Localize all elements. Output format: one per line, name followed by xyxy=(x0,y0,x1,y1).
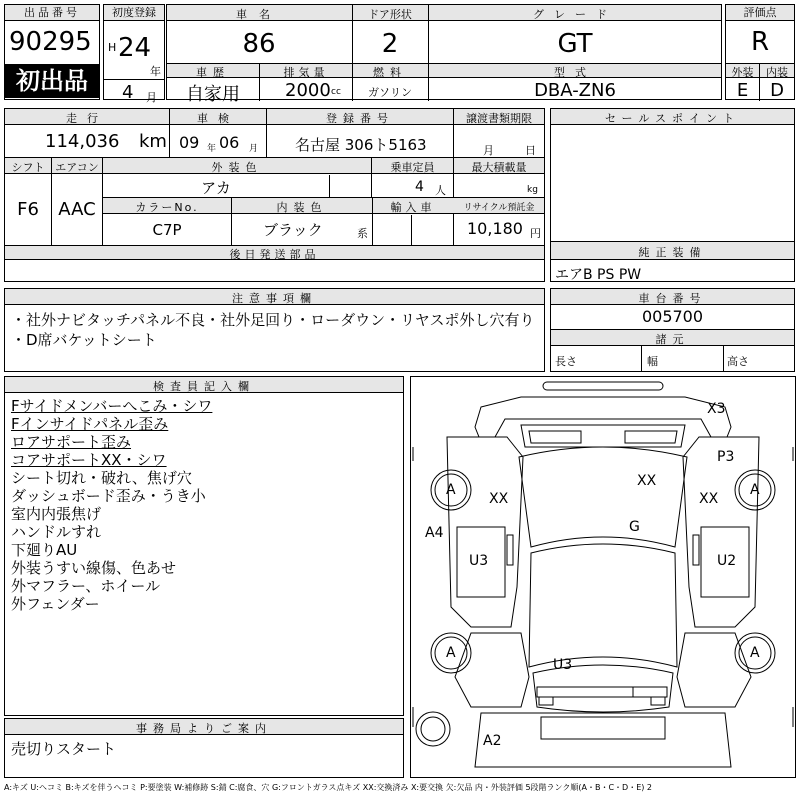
first-reg-era: H xyxy=(108,41,117,54)
int-color-label: 内装色 xyxy=(276,201,328,214)
int-color-suffix: 系 xyxy=(357,227,368,240)
inspector-item: Fサイドメンバーへこみ・シワ xyxy=(11,397,213,415)
inspection-year-unit: 年 xyxy=(207,144,217,154)
capacity-label: 乗車定員 xyxy=(390,161,435,174)
km-unit: km xyxy=(139,131,167,152)
interior-label: 内装 xyxy=(766,66,788,79)
mark-u3-rear: U3 xyxy=(553,657,573,673)
yen-unit: 円 xyxy=(530,227,541,240)
transfer-label: 譲渡書類期限 xyxy=(466,112,532,125)
mark-xx-hood: XX xyxy=(637,473,657,489)
mark-u2: U2 xyxy=(717,553,737,569)
legend: A:キズ U:ヘコミ B:キズを伴うヘコミ P:要塗装 W:補修跡 S:錆 C:腐食、穴 G:フロントガラス点キズ XX:交換済み X:要交換 欠:欠品 内・外装評価 5段階ランク順(A・B・C・D・E) 2 xyxy=(4,783,653,792)
transfer-month-unit: 月 xyxy=(483,144,494,157)
chassis-box xyxy=(550,288,795,372)
score-label: 評価点 xyxy=(726,5,794,21)
inspector-list xyxy=(11,397,401,613)
first-reg-month: 4 xyxy=(122,82,134,103)
color-no-label: カラーNo. xyxy=(135,201,199,214)
mark-u3-left: U3 xyxy=(469,553,489,569)
car-name-label: 車名 xyxy=(236,8,282,21)
inspector-item: 外装うすい線傷、色あせ xyxy=(11,559,177,577)
grade: GT xyxy=(557,29,593,59)
recycle-amount: 10,180 xyxy=(467,219,523,238)
color-no: C7P xyxy=(152,221,182,239)
history: 自家用 xyxy=(186,84,240,105)
exterior-grade: E xyxy=(736,80,749,101)
score: R xyxy=(750,27,770,57)
sales-point-box xyxy=(550,108,795,282)
first-reg-label: 初度登録 xyxy=(104,5,164,21)
car-outline-svg xyxy=(411,377,795,777)
car-name: 86 xyxy=(242,29,276,59)
genuine-label: 純正装備 xyxy=(638,246,707,259)
wheel-fl-mark: A xyxy=(446,482,456,498)
mark-p3: P3 xyxy=(717,449,735,465)
fuel-label: 燃料 xyxy=(373,66,407,79)
inspector-item: Fインサイドパネル歪み xyxy=(11,415,169,433)
cc-unit: cc xyxy=(331,87,341,97)
inspection-year: 09 xyxy=(179,133,200,152)
genuine: エアB PS PW xyxy=(555,267,642,283)
first-reg-year: 24 xyxy=(118,33,152,63)
inspector-item: 外マフラー、ホイール xyxy=(11,577,161,595)
first-reg-box xyxy=(103,4,165,104)
int-color: ブラック xyxy=(263,221,323,239)
kg-unit: kg xyxy=(527,185,538,195)
recycle-label: リサイクル預託金 xyxy=(463,203,535,213)
ac: AAC xyxy=(58,199,96,220)
mark-g: G xyxy=(629,519,640,535)
history-label: 車歴 xyxy=(196,66,230,79)
height-label: 高さ xyxy=(727,355,749,368)
doors: 2 xyxy=(381,29,399,59)
first-listing-text: 初出品 xyxy=(16,67,88,95)
model-label: 型式 xyxy=(554,66,596,79)
inspector-item: コアサポートXX・シワ xyxy=(11,451,167,469)
wheel-fr-mark: A xyxy=(750,482,760,498)
capacity: 4 xyxy=(415,179,424,195)
inspector-item: シート切れ・破れ、焦げ穴 xyxy=(11,469,192,487)
lot-number-label: 出品番号 xyxy=(5,5,99,21)
first-listing-badge xyxy=(5,64,99,98)
inspector-item: 下廻りAU xyxy=(11,541,78,559)
car-damage-diagram xyxy=(410,376,796,778)
length-label: 長さ xyxy=(555,355,577,368)
lot-number: 90295 xyxy=(9,27,92,57)
dims-label: 諸元 xyxy=(655,333,690,346)
width-label: 幅 xyxy=(647,355,658,368)
ext-color-label: 外装色 xyxy=(211,161,263,174)
fuel: ガソリン xyxy=(368,86,412,99)
notes-line-1: ・社外ナビタッチパネル不良・社外足回り・ローダウン・リヤスポ外し穴有り xyxy=(11,311,535,329)
mark-a2: A2 xyxy=(483,733,502,749)
inspector-label: 検査員記入欄 xyxy=(153,380,255,393)
capacity-unit: 人 xyxy=(435,184,446,197)
first-reg-month-unit: 月 xyxy=(146,91,157,104)
chassis-label: 車台番号 xyxy=(638,292,707,305)
inspection-label: 車検 xyxy=(197,112,239,125)
grade-label: グレード xyxy=(533,8,617,21)
inspector-item: 外フェンダー xyxy=(11,595,100,613)
doors-label: ドア形状 xyxy=(368,8,412,21)
notes-line-2: ・D席バケットシート xyxy=(11,331,157,349)
inspector-box xyxy=(4,376,404,716)
details-box xyxy=(4,108,545,282)
ac-label: エアコン xyxy=(55,161,99,174)
reg-no: 名古屋 306ト5163 xyxy=(295,136,427,154)
sales-point-label: セールスポイント xyxy=(604,112,740,125)
first-reg-year-unit: 年 xyxy=(150,65,161,78)
reg-no-label: 登録番号 xyxy=(326,112,394,125)
inspection-month: 06 xyxy=(219,133,240,152)
inspector-item: ダッシュボード歪み・うき小 xyxy=(11,487,206,505)
import-label: 輸入車 xyxy=(390,201,436,214)
inspection-month-unit: 月 xyxy=(249,144,259,154)
mark-xx-right: XX xyxy=(699,491,719,507)
wheel-rl-mark: A xyxy=(446,645,456,661)
office-label: 事務局よりご案内 xyxy=(136,722,272,735)
shift: F6 xyxy=(17,199,39,220)
mark-a4: A4 xyxy=(425,525,444,541)
model: DBA-ZN6 xyxy=(534,80,616,101)
notes-box xyxy=(4,288,545,372)
mark-xx-left: XX xyxy=(489,491,509,507)
displacement-label: 排気量 xyxy=(283,66,329,79)
inspector-item: ロアサポート歪み xyxy=(11,433,132,451)
ext-color: アカ xyxy=(201,179,231,197)
inspector-item: ハンドルすれ xyxy=(11,523,102,541)
exterior-label: 外装 xyxy=(731,66,754,79)
chassis-number: 005700 xyxy=(641,307,704,326)
later-parts-label: 後日発送部品 xyxy=(229,248,320,261)
notes-label: 注意事項欄 xyxy=(232,292,317,305)
max-load-label: 最大積載量 xyxy=(471,161,527,174)
mileage-label: 走行 xyxy=(66,112,108,125)
wheel-rr-mark: A xyxy=(750,645,760,661)
transfer-day-unit: 日 xyxy=(525,144,536,157)
shift-label: シフト xyxy=(11,161,45,174)
score-box xyxy=(725,4,795,100)
displacement: 2000 xyxy=(285,80,331,101)
office-text: 売切りスタート xyxy=(11,740,117,758)
interior-grade: D xyxy=(770,80,784,101)
mark-x3: X3 xyxy=(707,401,726,417)
vehicle-info-box xyxy=(166,4,722,105)
inspector-item: 室内内張焦げ xyxy=(11,505,102,523)
office-box xyxy=(4,718,404,778)
mileage: 114,036 xyxy=(45,131,120,152)
